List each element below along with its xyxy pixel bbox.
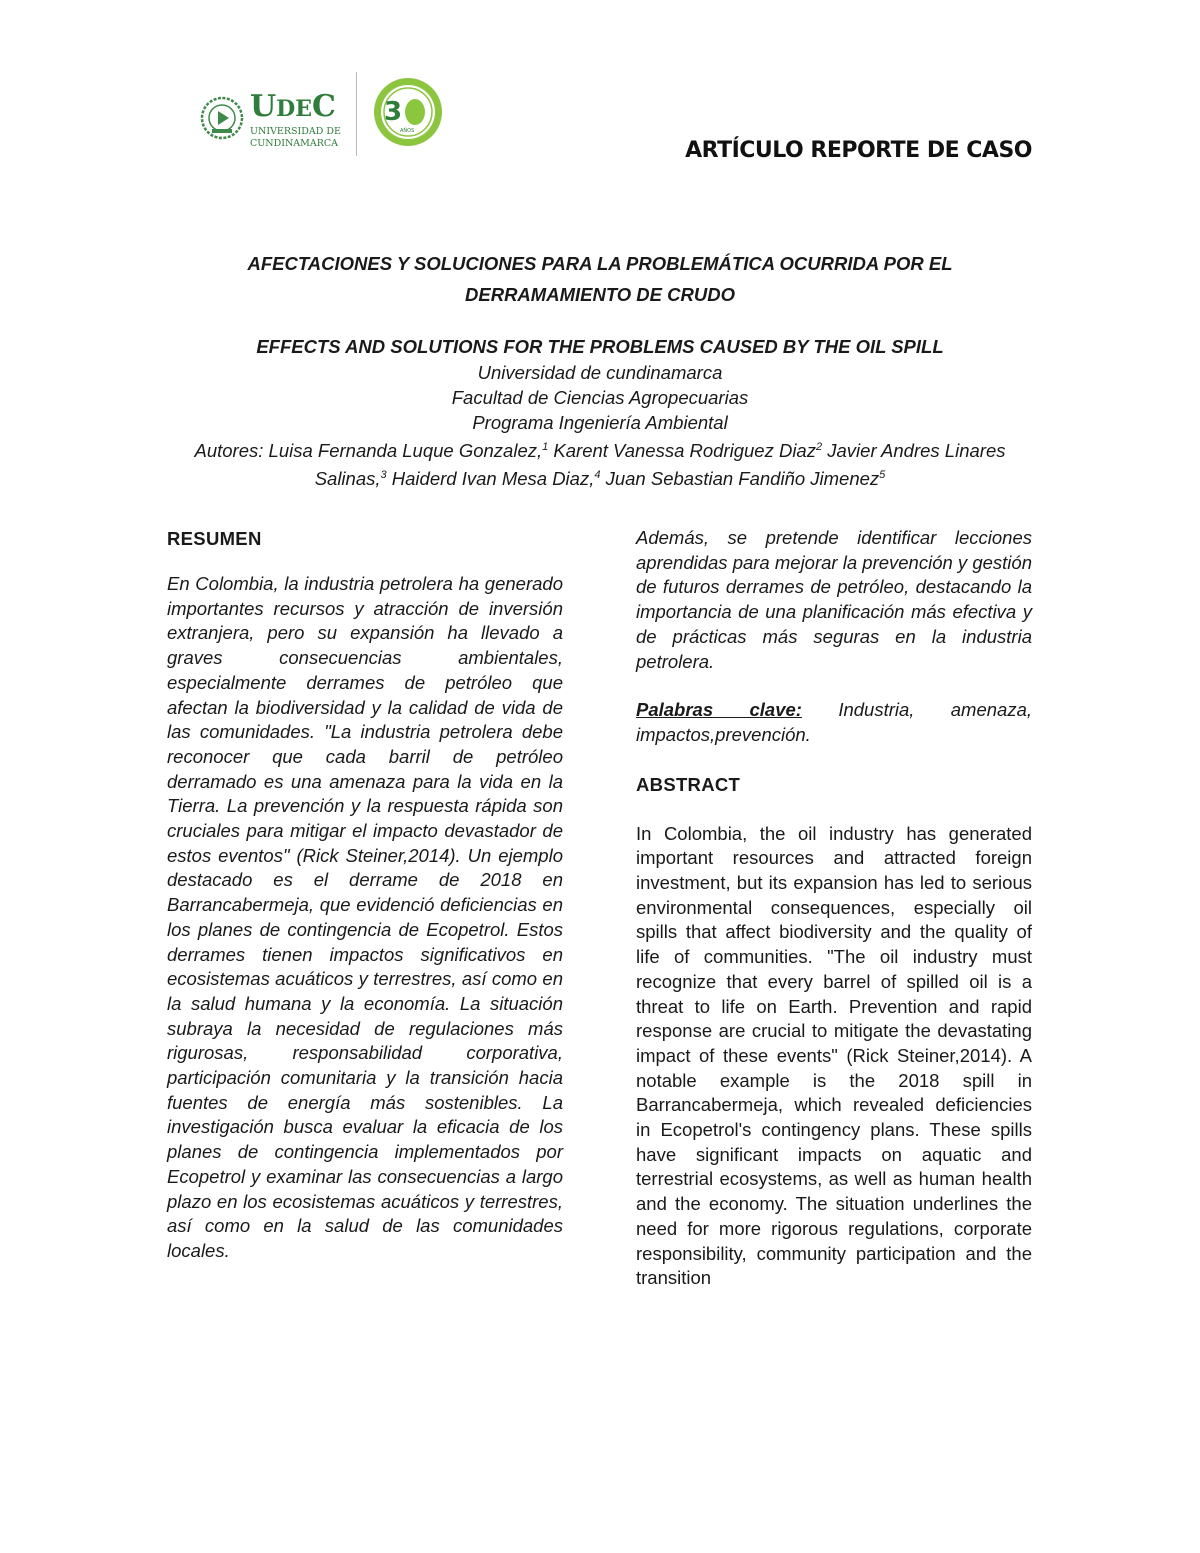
svg-text:UDEC: UDEC [250,89,336,124]
resumen-continuation: Además, se pretende identificar lecciones aprendidas para mejorar la prevención y gestión de futuros derrames de petróleo, destacando la importancia de una planificación más efectiva y de prácticas más seguras en la industria petrolera. [636,527,1032,672]
author-name: Luisa Fernanda Luque Gonzalez, [268,440,543,462]
keywords-label: Palabras clave: [636,699,802,721]
left-column [167,526,563,1264]
authors-prefix: Autores: [194,440,264,462]
udec-university-logo [200,74,350,164]
author-affiliation-number: 1 [542,441,549,453]
author-affiliation-number: 5 [879,469,886,482]
author-affiliation-number: 3 [380,469,387,482]
abstract-heading: ABSTRACT [636,773,741,795]
svg-text:UNIVERSIDAD DE: UNIVERSIDAD DE [250,126,341,137]
author-affiliation-number: 2 [815,441,823,453]
svg-text:AÑOS: AÑOS [400,128,415,134]
anniversary-30-logo [370,68,446,164]
title-english: EFFECTS AND SOLUTIONS FOR THE PROBLEMS CAUSED BY THE OIL SPILL [256,336,944,357]
svg-text:CUNDINAMARCA: CUNDINAMARCA [250,138,339,149]
keywords [636,698,1032,747]
logo-divider [356,72,357,156]
resumen-heading: RESUMEN [167,528,262,549]
svg-text:3: 3 [384,97,403,127]
keywords-text: Industria, amenaza, impactos,prevención. [636,699,1033,745]
author-name: Haiderd Ivan Mesa Diaz, [391,468,595,490]
author-name: Karent Vanessa Rodriguez Diaz [553,440,816,462]
author-name: Juan Sebastian Fandiño Jimenez [605,468,880,490]
resumen-body: En Colombia, la industria petrolera ha generado importantes recursos y atracción de inversión extranjera, pero su expansión ha llevado a graves consecuencias ambientales, especialmente derrames de petróleo que afectan la biodiversidad y la calidad de vida de las comunidades. "La industria petrolera debe reconocer que cada barril de petróleo derramado es una amenaza para la vida en la Tierra. La prevención y la respuesta rápida son cruciales para mitigar el impacto devastador de estos eventos" (Rick Steiner,2014). Un ejemplo destacado es el derrame de 2018 en Barrancabermeja, que evidenció deficiencias en los planes de contingencia de Ecopetrol. Estos derrames tienen impactos significativos en ecosistemas acuáticos y terrestres, así como en la salud humana y la economía. La situación subraya la necesidad de regulaciones más rigurosas, responsabilidad corporativa, participación comunitaria y la transición hacia fuentes de energía más sostenibles. La investigación busca evaluar la eficacia de los planes de contingencia implementados por Ecopetrol y examinar las consecuencias a largo plazo en los ecosistemas acuáticos y terrestres, así como en la salud de las comunidades locales. [167,573,563,1261]
header-logos [200,68,460,164]
affiliation-program: Programa Ingeniería Ambiental [472,412,728,433]
right-column [636,526,1032,1291]
authors-list [160,435,1040,491]
title-spanish-line2: DERRAMAMIENTO DE CRUDO [465,284,735,305]
title-block [160,248,1040,491]
affiliation-university: Universidad de cundinamarca [477,362,723,383]
author-affiliation-number: 4 [594,469,601,482]
abstract-body: In Colombia, the oil industry has generated important resources and attracted foreign investment, but its expansion has led to serious environmental consequences, especially oil spills that affect biodiversity and the quality of life of communities. "The oil industry must recognize that every barrel of spilled oil is a threat to life on Earth. Prevention and rapid response are crucial to mitigate the devastating impact of these events" (Rick Steiner,2014). A notable example is the 2018 spill in Barrancabermeja, which revealed deficiencies in Ecopetrol's contingency plans. These spills have significant impacts on aquatic and terrestrial ecosystems, as well as human health and the economy. The situation underlines the need for more rigorous regulations, corporate responsibility, community participation and the transition [636,822,1032,1289]
author-name: Javier Andres Linares Salinas, [314,440,1006,490]
title-spanish-line1: AFECTACIONES Y SOLUCIONES PARA LA PROBLEMÁTICA OCURRIDA POR EL [247,253,953,274]
article-type-label: ARTÍCULO REPORTE DE CASO [685,138,1032,163]
affiliation-faculty: Facultad de Ciencias Agropecuarias [451,387,749,408]
title-spanish [160,248,1040,310]
university-seal-icon [202,98,242,138]
